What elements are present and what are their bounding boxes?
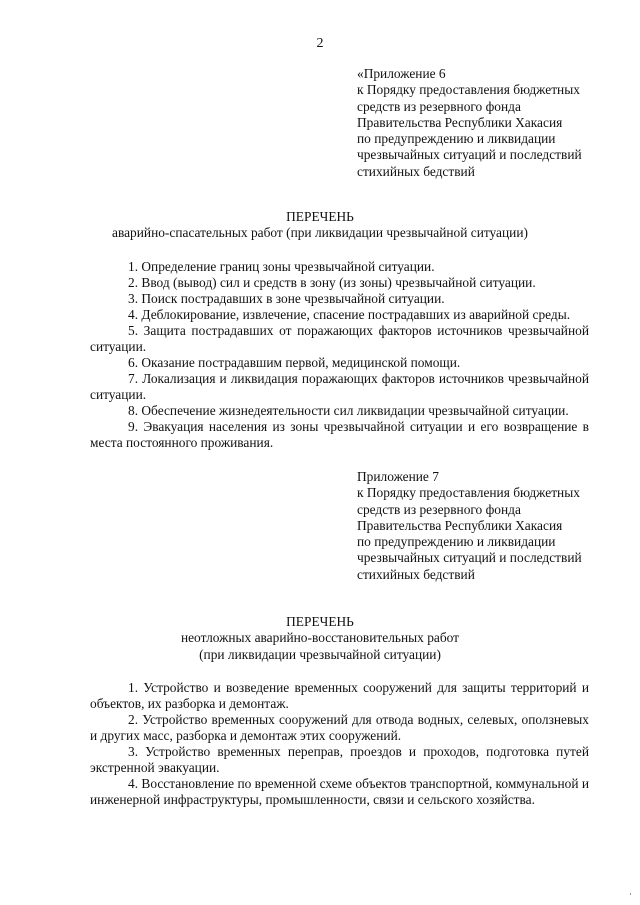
appendix-7-line: Правительства Республики Хакасия	[357, 517, 563, 533]
appendix-6-line: по предупреждению и ликвидации	[357, 131, 556, 147]
appendix-6-line: к Порядку предоставления бюджетных	[357, 82, 580, 98]
appendix-7-line: чрезвычайных ситуаций и последствий	[357, 550, 582, 566]
appendix-6-line: чрезвычайных ситуаций и последствий	[357, 147, 582, 163]
list-1-item: 5. Защита пострадавших от поражающих факторов источников чрезвычайной ситуации.	[90, 323, 589, 354]
appendix-7-line: средств из резервного фонда	[357, 501, 521, 517]
page-number: 2	[316, 36, 324, 51]
list-1-item: 8. Обеспечение жизнедеятельности сил ликвидации чрезвычайной ситуации.	[128, 403, 569, 418]
list-1-item: 3. Поиск пострадавших в зоне чрезвычайной ситуации.	[128, 291, 445, 306]
list-2-title: ПЕРЕЧЕНЬ	[286, 614, 354, 629]
list-1-subtitle: аварийно-спасательных работ (при ликвидации чрезвычайной ситуации)	[112, 225, 528, 241]
appendix-6-line: Правительства Республики Хакасия	[357, 114, 563, 130]
appendix-6-line: стихийных бедствий	[357, 163, 475, 179]
appendix-7-line: Приложение 7	[357, 469, 439, 484]
list-2-subtitle-line-2: (при ликвидации чрезвычайной ситуации)	[199, 646, 441, 662]
appendix-7-header	[357, 469, 627, 583]
list-1-item: 6. Оказание пострадавшим первой, медицинской помощи.	[128, 355, 461, 370]
list-1-item: 2. Ввод (вывод) сил и средств в зону (из зоны) чрезвычайной ситуации.	[128, 275, 536, 290]
list-2-item: 2. Устройство временных сооружений для отвода водных, селевых, оползневых и других масс, разборка и демонтаж этих сооружений.	[90, 712, 589, 743]
list-2-subtitle-line-1: неотложных аварийно-восстановительных работ	[180, 630, 460, 646]
list-1-item: 1. Определение границ зоны чрезвычайной ситуации.	[128, 259, 435, 274]
list-2-item: 4. Восстановление по временной схеме объектов транспортной, коммунальной и инженерной инфраструктуры, промышленности, связи и сельского хозяйства.	[90, 776, 590, 807]
list-1-item: 7. Локализация и ликвидация поражающих факторов источников чрезвычайной ситуации.	[90, 371, 589, 402]
list-2-item: 1. Устройство и возведение временных сооружений для защиты территорий и объектов, их разборка и демонтаж.	[90, 680, 589, 711]
list-1-item: 4. Деблокирование, извлечение, спасение пострадавших из аварийной среды.	[128, 307, 571, 322]
list-1-title: ПЕРЕЧЕНЬ	[286, 209, 354, 224]
list-2-item: 3. Устройство временных переправ, проездов и проходов, подготовка путей экстренной эвакуации.	[90, 744, 589, 775]
appendix-6-line: средств из резервного фонда	[357, 98, 521, 114]
appendix-7-line: стихийных бедствий	[357, 566, 475, 582]
list-1-heading	[0, 209, 640, 242]
appendix-6-line: «Приложение 6	[357, 66, 446, 81]
appendix-6-header	[357, 66, 627, 180]
appendix-7-line: к Порядку предоставления бюджетных	[357, 485, 580, 501]
appendix-7-line: по предупреждению и ликвидации	[357, 534, 556, 550]
scan-speck	[630, 893, 631, 895]
list-1-item: 9. Эвакуация населения из зоны чрезвычайной ситуации и его возвращение в места постоянного проживания.	[90, 419, 589, 450]
list-2-heading	[0, 614, 640, 663]
